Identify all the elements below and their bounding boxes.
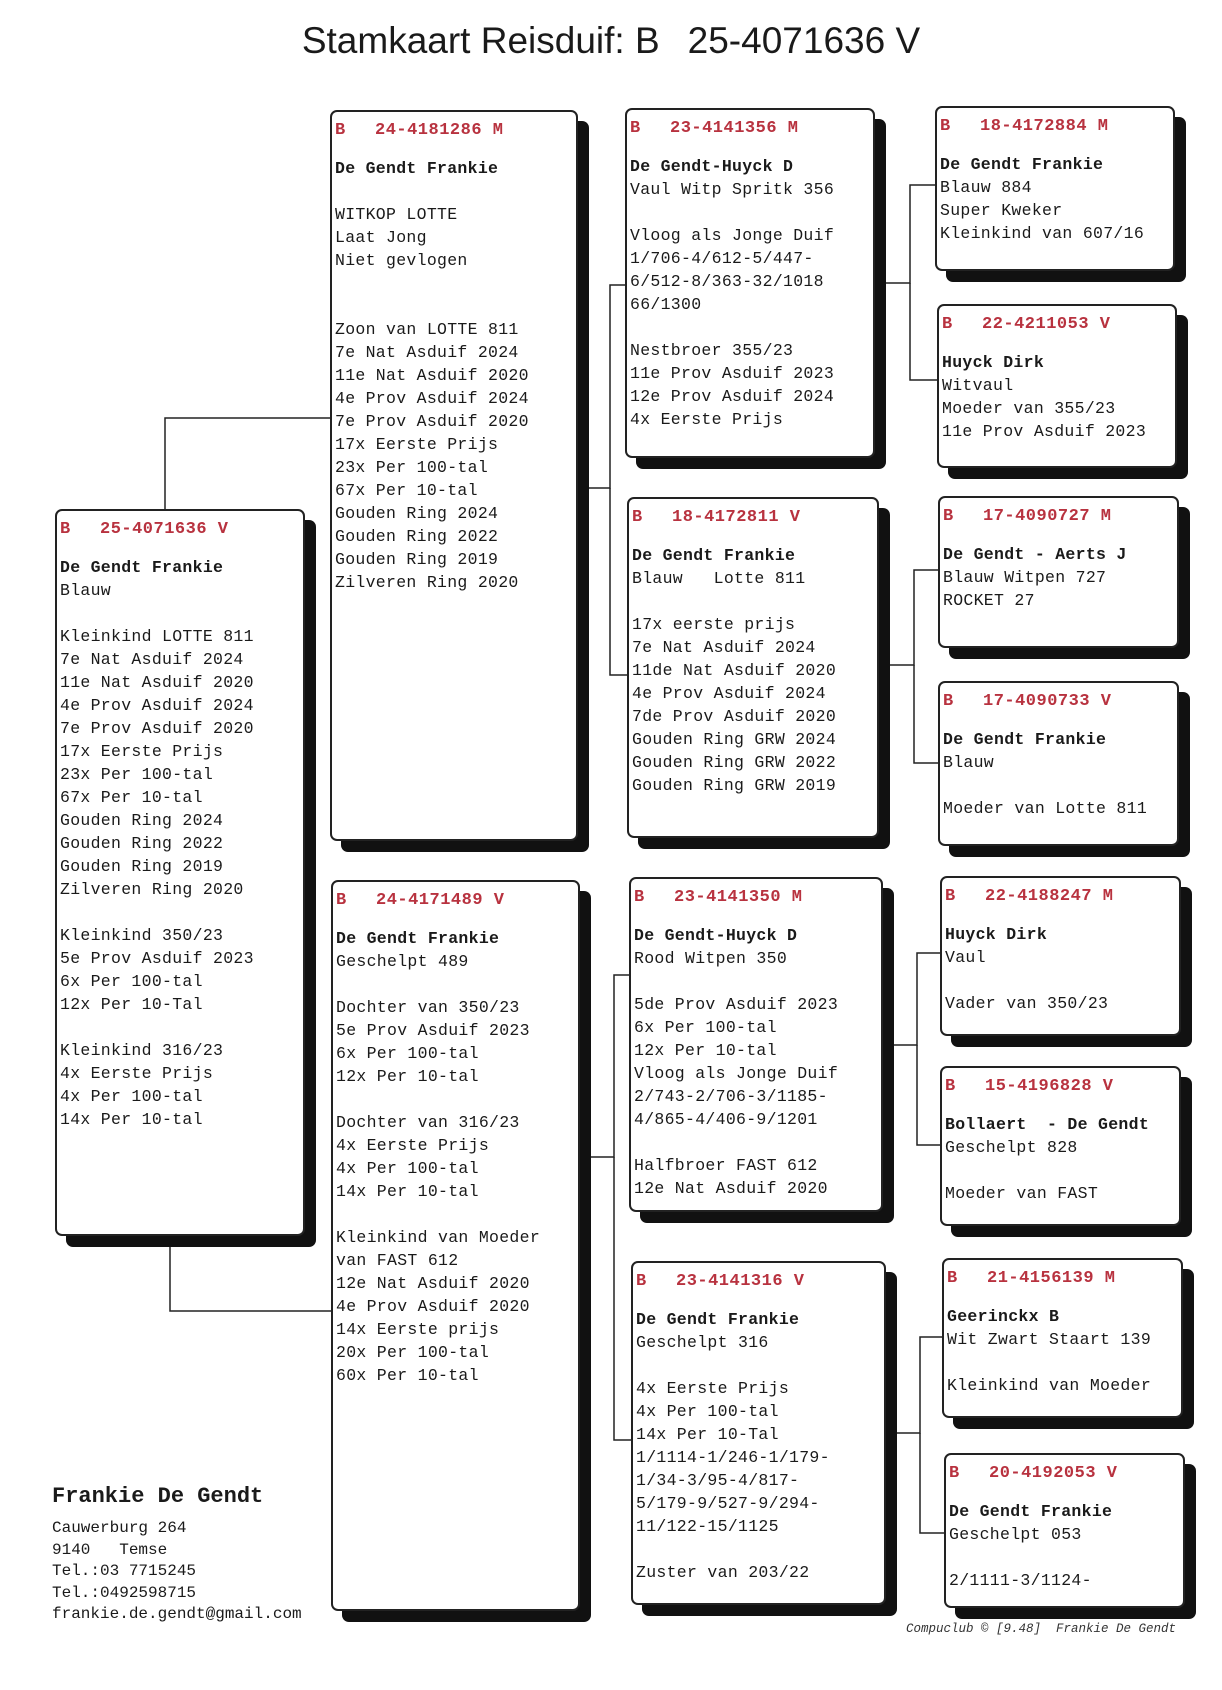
info-line: 67x Per 10-tal — [335, 481, 478, 500]
info-line: Moeder van 355/23 — [942, 399, 1116, 418]
blank-line — [634, 1131, 877, 1154]
info-line: Dochter van 350/23 — [336, 998, 520, 1017]
info-line: Vaul Witp Spritk 356 — [630, 180, 835, 199]
info-line: 7e Nat Asduif 2024 — [632, 638, 816, 657]
info-line: Zilveren Ring 2020 — [60, 880, 244, 899]
maternal-grandfather-card — [629, 877, 883, 1212]
breeder-name: Huyck Dirk — [942, 353, 1045, 372]
ring-number: 22-4188247 M — [985, 887, 1114, 906]
info-line: 14x Per 10-tal — [336, 1182, 479, 1201]
info-line: Vloog als Jonge Duif — [634, 1064, 839, 1083]
info-line: Zoon van LOTTE 811 — [335, 320, 519, 339]
info-line: 12e Nat Asduif 2020 — [634, 1179, 828, 1198]
ring-header — [634, 888, 877, 924]
country-code: B — [942, 315, 953, 334]
info-line: 12x Per 10-tal — [634, 1041, 777, 1060]
ring-header — [632, 508, 873, 544]
country-code: B — [945, 887, 956, 906]
great-grandparent-card-mfm — [940, 1066, 1181, 1226]
info-line: 7e Nat Asduif 2024 — [60, 650, 244, 669]
owner-contact-block — [52, 1518, 302, 1626]
blank-line — [336, 1203, 574, 1226]
breeder-name: Bollaert - De Gendt — [945, 1115, 1150, 1134]
country-code: B — [945, 1077, 956, 1096]
ring-header — [336, 891, 574, 927]
info-line: Witvaul — [942, 376, 1014, 395]
blank-line — [636, 1354, 880, 1377]
info-line: 14x Eerste prijs — [336, 1320, 500, 1339]
ring-header — [943, 507, 1173, 543]
blank-line — [60, 602, 299, 625]
ring-header — [945, 887, 1175, 923]
info-line: 11e Prov Asduif 2023 — [630, 364, 835, 383]
info-line: Kleinkind van Moeder — [947, 1376, 1152, 1395]
info-line: Geschelpt 489 — [336, 952, 469, 971]
info-line: 4x Per 100-tal — [60, 1087, 203, 1106]
info-line: 6/512-8/363-32/1018 — [630, 272, 824, 291]
info-line: 12x Per 10-tal — [336, 1067, 479, 1086]
ring-header — [949, 1464, 1179, 1500]
info-line: Gouden Ring 2022 — [60, 834, 224, 853]
country-code: B — [636, 1272, 647, 1291]
info-line: 7e Prov Asduif 2020 — [335, 412, 529, 431]
ring-number: 23-4141350 M — [674, 888, 803, 907]
subject-pigeon-card — [55, 509, 305, 1236]
info-line: 4/865-4/406-9/1201 — [634, 1110, 818, 1129]
ring-number: 20-4192053 V — [989, 1464, 1118, 1483]
breeder-name: De Gendt Frankie — [60, 558, 224, 577]
info-line: Zilveren Ring 2020 — [335, 573, 519, 592]
blank-line — [632, 590, 873, 613]
info-line: Gouden Ring 2019 — [335, 550, 499, 569]
maternal-grandmother-card — [631, 1261, 886, 1605]
ring-number: 15-4196828 V — [985, 1077, 1114, 1096]
info-line: 23x Per 100-tal — [60, 765, 214, 784]
country-code: B — [336, 891, 347, 910]
info-line: Blauw Lotte 811 — [632, 569, 806, 588]
info-line: 11de Nat Asduif 2020 — [632, 661, 837, 680]
ring-number: 24-4171489 V — [376, 891, 505, 910]
info-line: Geschelpt 828 — [945, 1138, 1078, 1157]
blank-line — [947, 1351, 1177, 1374]
owner-address: Cauwerburg 264 — [52, 1519, 187, 1537]
breeder-name: De Gendt-Huyck D — [630, 157, 794, 176]
info-line: 6x Per 100-tal — [60, 972, 203, 991]
great-grandparent-card-fmf — [938, 496, 1179, 648]
info-line: 6x Per 100-tal — [634, 1018, 777, 1037]
info-line: 20x Per 100-tal — [336, 1343, 490, 1362]
info-line: 1/34-3/95-4/817- — [636, 1471, 800, 1490]
info-line: Vader van 350/23 — [945, 994, 1109, 1013]
info-line: Vloog als Jonge Duif — [630, 226, 835, 245]
ring-number: 23-4141356 M — [670, 119, 799, 138]
info-line: van FAST 612 — [336, 1251, 459, 1270]
ring-header — [636, 1272, 880, 1308]
blank-line — [630, 316, 869, 339]
ring-number: 17-4090727 M — [983, 507, 1112, 526]
page-title — [0, 20, 1222, 62]
info-line: 11e Prov Asduif 2023 — [942, 422, 1147, 441]
info-line: Gouden Ring 2024 — [60, 811, 224, 830]
breeder-name: De Gendt Frankie — [949, 1502, 1113, 1521]
info-line: 1/1114-1/246-1/179- — [636, 1448, 830, 1467]
info-line: Blauw — [943, 753, 995, 772]
info-line: 1/706-4/612-5/447- — [630, 249, 814, 268]
breeder-name: De Gendt Frankie — [336, 929, 500, 948]
breeder-name: Geerinckx B — [947, 1307, 1060, 1326]
info-line: Zuster van 203/22 — [636, 1563, 810, 1582]
country-code: B — [947, 1269, 958, 1288]
info-line: 17x eerste prijs — [632, 615, 796, 634]
ring-header — [942, 315, 1171, 351]
country-code: B — [634, 888, 645, 907]
country-code: B — [943, 692, 954, 711]
info-line: 7e Prov Asduif 2020 — [60, 719, 254, 738]
info-line: 4x Eerste Prijs — [336, 1136, 490, 1155]
info-line: Blauw 884 — [940, 178, 1032, 197]
breeder-name: De Gendt Frankie — [335, 159, 499, 178]
info-line: Wit Zwart Staart 139 — [947, 1330, 1152, 1349]
info-line: 17x Eerste Prijs — [60, 742, 224, 761]
ring-number: 25-4071636 V — [100, 520, 229, 539]
blank-line — [943, 774, 1173, 797]
info-line: Laat Jong — [335, 228, 427, 247]
info-line: 7e Nat Asduif 2024 — [335, 343, 519, 362]
info-line: Kleinkind LOTTE 811 — [60, 627, 254, 646]
country-code: B — [632, 508, 643, 527]
breeder-name: De Gendt Frankie — [943, 730, 1107, 749]
great-grandparent-card-mff — [940, 876, 1181, 1036]
breeder-name: Huyck Dirk — [945, 925, 1048, 944]
blank-line — [335, 295, 572, 318]
ring-header — [630, 119, 869, 155]
breeder-name: De Gendt-Huyck D — [634, 926, 798, 945]
info-line: 2/743-2/706-3/1185- — [634, 1087, 828, 1106]
breeder-name: De Gendt Frankie — [632, 546, 796, 565]
title-prefix: Stamkaart Reisduif: B — [301, 20, 660, 61]
ring-number: 18-4172811 V — [672, 508, 801, 527]
info-line: 2/1111-3/1124- — [949, 1571, 1092, 1590]
paternal-grandfather-card — [625, 108, 875, 458]
info-line: Moeder van Lotte 811 — [943, 799, 1148, 818]
info-line: Kleinkind 350/23 — [60, 926, 224, 945]
info-line: 14x Per 10-Tal — [636, 1425, 779, 1444]
ring-header — [60, 520, 299, 556]
blank-line — [336, 1088, 574, 1111]
info-line: Gouden Ring 2024 — [335, 504, 499, 523]
country-code: B — [60, 520, 71, 539]
blank-line — [335, 180, 572, 203]
info-line: 23x Per 100-tal — [335, 458, 489, 477]
info-line: Halfbroer FAST 612 — [634, 1156, 818, 1175]
blank-line — [60, 1016, 299, 1039]
info-line: 6x Per 100-tal — [336, 1044, 479, 1063]
ring-number: 22-4211053 V — [982, 315, 1111, 334]
info-line: 5e Prov Asduif 2023 — [60, 949, 254, 968]
info-line: 4e Prov Asduif 2020 — [336, 1297, 530, 1316]
info-line: 66/1300 — [630, 295, 702, 314]
owner-phone-2: Tel.:0492598715 — [52, 1583, 197, 1602]
breeder-name: De Gendt Frankie — [636, 1310, 800, 1329]
ring-number: 24-4181286 M — [375, 121, 504, 140]
info-line: 11e Nat Asduif 2020 — [335, 366, 529, 385]
info-line: Kleinkind 316/23 — [60, 1041, 224, 1060]
info-line: WITKOP LOTTE — [335, 205, 458, 224]
info-line: Vaul — [945, 948, 986, 967]
breeder-name: De Gendt - Aerts J — [943, 545, 1127, 564]
info-line: 67x Per 10-tal — [60, 788, 203, 807]
great-grandparent-card-fmm — [938, 681, 1179, 846]
info-line: 4e Prov Asduif 2024 — [60, 696, 254, 715]
info-line: 5e Prov Asduif 2023 — [336, 1021, 530, 1040]
great-grandparent-card-ffm — [937, 304, 1177, 468]
blank-line — [335, 272, 572, 295]
info-line: Moeder van FAST — [945, 1184, 1099, 1203]
info-line: 4x Eerste Prijs — [60, 1064, 214, 1083]
mother-card — [331, 880, 580, 1611]
info-line: Nestbroer 355/23 — [630, 341, 794, 360]
info-line: 7de Prov Asduif 2020 — [632, 707, 837, 726]
info-line: 4x Eerste Prijs — [630, 410, 784, 429]
info-line: Kleinkind van 607/16 — [940, 224, 1145, 243]
owner-city: 9140 Temse — [52, 1540, 168, 1559]
title-ring-number: 25-4071636 V — [687, 20, 921, 61]
country-code: B — [335, 121, 346, 140]
blank-line — [945, 1159, 1175, 1182]
great-grandparent-card-mmf — [942, 1258, 1183, 1418]
info-line: Gouden Ring GRW 2024 — [632, 730, 837, 749]
info-line: Blauw Witpen 727 — [943, 568, 1107, 587]
blank-line — [630, 201, 869, 224]
info-line: 17x Eerste Prijs — [335, 435, 499, 454]
breeder-name: De Gendt Frankie — [940, 155, 1104, 174]
great-grandparent-card-mmm — [944, 1453, 1185, 1608]
blank-line — [945, 969, 1175, 992]
software-credit: Compuclub © [9.48] Frankie De Gendt — [905, 1622, 1176, 1636]
info-line: 14x Per 10-tal — [60, 1110, 203, 1129]
country-code: B — [940, 117, 951, 136]
ring-number: 17-4090733 V — [983, 692, 1112, 711]
owner-phone-1: Tel.:03 7715245 — [52, 1562, 197, 1580]
info-line: Gouden Ring GRW 2019 — [632, 776, 837, 795]
info-line: ROCKET 27 — [943, 591, 1035, 610]
info-line: Niet gevlogen — [335, 251, 468, 270]
info-line: 60x Per 10-tal — [336, 1366, 479, 1385]
info-line: 12x Per 10-Tal — [60, 995, 203, 1014]
info-line: 4x Per 100-tal — [636, 1402, 779, 1421]
owner-email: frankie.de.gendt@gmail.com — [52, 1605, 302, 1623]
info-line: 12e Prov Asduif 2024 — [630, 387, 835, 406]
great-grandparent-card-fff — [935, 106, 1175, 271]
blank-line — [636, 1538, 880, 1561]
info-line: 11e Nat Asduif 2020 — [60, 673, 254, 692]
ring-header — [945, 1077, 1175, 1113]
ring-number: 21-4156139 M — [987, 1269, 1116, 1288]
info-line: Blauw — [60, 581, 112, 600]
info-line: 5/179-9/527-9/294- — [636, 1494, 820, 1513]
info-line: Rood Witpen 350 — [634, 949, 788, 968]
info-line: Dochter van 316/23 — [336, 1113, 520, 1132]
info-line: 4e Prov Asduif 2024 — [335, 389, 529, 408]
ring-header — [335, 121, 572, 157]
ring-number: 23-4141316 V — [676, 1272, 805, 1291]
country-code: B — [630, 119, 641, 138]
info-line: Geschelpt 053 — [949, 1525, 1082, 1544]
info-line: 4x Per 100-tal — [336, 1159, 479, 1178]
ring-header — [940, 117, 1169, 153]
ring-number: 18-4172884 M — [980, 117, 1109, 136]
info-line: Kleinkind van Moeder — [336, 1228, 541, 1247]
father-card — [330, 110, 578, 841]
owner-name: Frankie De Gendt — [52, 1484, 264, 1509]
ring-header — [947, 1269, 1177, 1305]
ring-header — [943, 692, 1173, 728]
blank-line — [60, 901, 299, 924]
blank-line — [634, 970, 877, 993]
country-code: B — [949, 1464, 960, 1483]
info-line: Gouden Ring 2019 — [60, 857, 224, 876]
paternal-grandmother-card — [627, 497, 879, 838]
info-line: Gouden Ring 2022 — [335, 527, 499, 546]
info-line: Geschelpt 316 — [636, 1333, 769, 1352]
info-line: 12e Nat Asduif 2020 — [336, 1274, 530, 1293]
info-line: Gouden Ring GRW 2022 — [632, 753, 837, 772]
blank-line — [336, 973, 574, 996]
info-line: 11/122-15/1125 — [636, 1517, 779, 1536]
info-line: 4e Prov Asduif 2024 — [632, 684, 826, 703]
info-line: 4x Eerste Prijs — [636, 1379, 790, 1398]
country-code: B — [943, 507, 954, 526]
blank-line — [949, 1546, 1179, 1569]
info-line: 5de Prov Asduif 2023 — [634, 995, 839, 1014]
info-line: Super Kweker — [940, 201, 1063, 220]
